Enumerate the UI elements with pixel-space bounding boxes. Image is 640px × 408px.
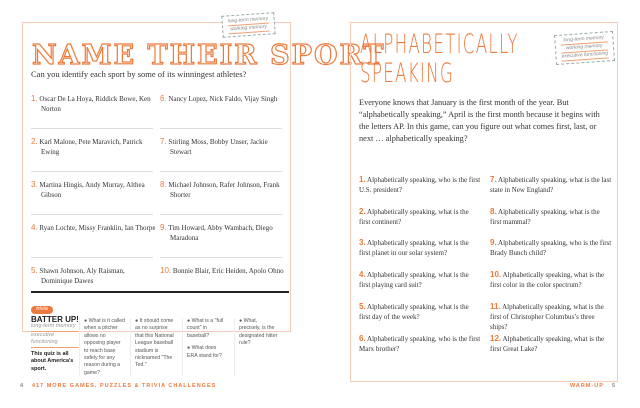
intro-text: Everyone knows that January is the first month of the year. But “alphabetically speaking,” April is the first month because it begins with the letters AP. In this game, can you figure out what comes first, last, or next … alphabetically speaking? bbox=[359, 98, 600, 143]
answer-line bbox=[31, 171, 153, 172]
answer-line bbox=[160, 257, 282, 258]
question-text: Alphabetically speaking, who is the first Marx brother? bbox=[359, 335, 481, 353]
tag: working memory bbox=[228, 24, 269, 35]
question-number: 8. bbox=[490, 207, 497, 216]
item-number: 10. bbox=[160, 266, 172, 275]
question-number: 9. bbox=[490, 238, 497, 247]
item-number: 5. bbox=[31, 266, 38, 275]
question-item bbox=[359, 238, 481, 258]
answer-line bbox=[160, 214, 282, 215]
sport-item bbox=[31, 180, 157, 200]
trivia-question: ● What, precisely, is the designated hitter rule? bbox=[234, 318, 280, 376]
sport-item bbox=[160, 94, 286, 104]
question-item bbox=[490, 175, 612, 195]
page-title: NAME THEIR SPORT bbox=[32, 40, 386, 71]
question-number: 7. bbox=[490, 175, 497, 184]
question-number: 4. bbox=[359, 270, 366, 279]
item-text: Tim Howard, Abby Wambach, Diego Maradona bbox=[168, 224, 273, 242]
item-text: Bonnie Blair, Eric Heiden, Apolo Ohno bbox=[172, 267, 284, 275]
sport-item bbox=[31, 94, 157, 114]
tag: long-term memory bbox=[31, 323, 79, 332]
item-text: Oscar De La Hoya, Riddick Bowe, Ken Norton bbox=[39, 95, 151, 113]
tag: executive functioning bbox=[561, 50, 609, 60]
trivia-subtitle: This quiz is all about America's sport. bbox=[31, 350, 74, 372]
question-number: 1. bbox=[359, 175, 366, 184]
question-item bbox=[490, 270, 612, 290]
item-text: Shawn Johnson, Aly Raisman, Dominique Dawes bbox=[39, 267, 125, 285]
intro-text: Can you identify each sport by some of its winningest athletes? bbox=[31, 69, 247, 79]
item-number: 9. bbox=[160, 223, 167, 232]
answer-line bbox=[160, 128, 282, 129]
item-number: 3. bbox=[31, 180, 38, 189]
item-text: Michael Johnson, Rafer Johnson, Frank Shorter bbox=[168, 181, 280, 199]
question-item bbox=[490, 238, 612, 258]
right-footer bbox=[570, 383, 616, 389]
sport-item bbox=[31, 223, 157, 233]
item-text: Ryan Lochte, Missy Franklin, Ian Thorpe bbox=[39, 224, 156, 232]
question-text: Alphabetically speaking, what is the first continent? bbox=[359, 208, 469, 226]
page-number: 5 bbox=[611, 383, 616, 389]
trivia-question-text: ● What is a "full count" in baseball? bbox=[187, 318, 224, 339]
answer-line bbox=[160, 171, 282, 172]
question-item bbox=[359, 334, 481, 354]
question-item bbox=[490, 207, 612, 227]
answer-line bbox=[31, 214, 153, 215]
item-text: Martina Hingis, Andy Murray, Althea Gibson bbox=[39, 181, 145, 199]
question-number: 2. bbox=[359, 207, 366, 216]
tag: long-term memory bbox=[560, 34, 607, 45]
question-text: Alphabetically speaking, who is the first Brady Bunch child? bbox=[490, 239, 612, 257]
question-text: Alphabetically speaking, what is the first color in the color spectrum? bbox=[490, 271, 605, 289]
footer-text: WARM-UP bbox=[570, 383, 604, 389]
divider bbox=[31, 291, 289, 293]
answer-line bbox=[31, 257, 153, 258]
item-number: 7. bbox=[160, 137, 167, 146]
sport-item bbox=[31, 266, 157, 286]
item-text: Nancy Lopez, Nick Faldo, Vijay Singh bbox=[168, 95, 278, 103]
trivia-box bbox=[31, 306, 79, 373]
question-text: Alphabetically speaking, what is the first day of the week? bbox=[359, 303, 469, 321]
tag: long-term memory bbox=[227, 15, 269, 25]
trivia-question-text: ● What does ERA stand for? bbox=[187, 345, 222, 359]
item-text: Stirling Moss, Bobby Unser, Jackie Stewart bbox=[168, 138, 268, 156]
item-number: 8. bbox=[160, 180, 167, 189]
trivia-question bbox=[182, 318, 228, 376]
title-line: ALPHABETICALLY bbox=[360, 29, 519, 60]
trivia-badge: trivia bbox=[31, 306, 53, 314]
question-number: 3. bbox=[359, 238, 366, 247]
question-number: 12. bbox=[490, 334, 502, 343]
question-text: Alphabetically speaking, what is the last state in New England? bbox=[490, 176, 612, 194]
sport-item bbox=[160, 266, 286, 276]
sport-item bbox=[160, 223, 286, 243]
question-item bbox=[359, 302, 481, 322]
skill-tags bbox=[221, 12, 275, 38]
question-item bbox=[490, 302, 612, 332]
question-item bbox=[359, 207, 481, 227]
question-text: Alphabetically speaking, what is the first playing card suit? bbox=[359, 271, 469, 289]
tag: executive functioning bbox=[31, 332, 79, 348]
tag: working memory bbox=[561, 42, 608, 53]
item-number: 1. bbox=[31, 94, 38, 103]
question-number: 10. bbox=[490, 270, 502, 279]
skill-tags bbox=[554, 31, 615, 65]
question-number: 5. bbox=[359, 302, 366, 311]
title-line: SPEAKING bbox=[360, 58, 455, 89]
item-number: 2. bbox=[31, 137, 38, 146]
question-text: Alphabetically speaking, what is the first mammal? bbox=[490, 208, 600, 226]
question-item bbox=[359, 175, 481, 195]
item-number: 6. bbox=[160, 94, 167, 103]
question-text: Alphabetically speaking, what is the first of Christopher Columbus’s three ships? bbox=[490, 303, 604, 331]
sport-item bbox=[31, 137, 157, 157]
question-number: 11. bbox=[490, 302, 501, 311]
question-text: Alphabetically speaking, who is the first U.S. president? bbox=[359, 176, 481, 194]
trivia-question: ● It should come as no surprise that this National League baseball stadium is nicknamed "The Ted." bbox=[130, 318, 176, 376]
question-item bbox=[359, 270, 481, 290]
page-number: 4 bbox=[20, 383, 25, 389]
question-text: Alphabetically speaking, what is the first Great Lake? bbox=[490, 335, 605, 353]
sport-item bbox=[160, 180, 286, 200]
footer-text: 417 MORE GAMES, PUZZLES & TRIVIA CHALLENGES bbox=[32, 383, 217, 389]
answer-line bbox=[31, 128, 153, 129]
question-text: Alphabetically speaking, what is the first planet in our solar system? bbox=[359, 239, 469, 257]
sport-item bbox=[160, 137, 286, 157]
trivia-title: BATTER UP! bbox=[31, 314, 79, 324]
question-item bbox=[490, 334, 612, 354]
item-number: 4. bbox=[31, 223, 38, 232]
trivia-question: ● What is it called when a pitcher allows no opposing player to reach base safely for any reason during a game? bbox=[79, 318, 125, 376]
page-title bbox=[360, 30, 519, 88]
item-text: Karl Malone, Pete Maravich, Patrick Ewing bbox=[39, 138, 143, 156]
question-number: 6. bbox=[359, 334, 366, 343]
